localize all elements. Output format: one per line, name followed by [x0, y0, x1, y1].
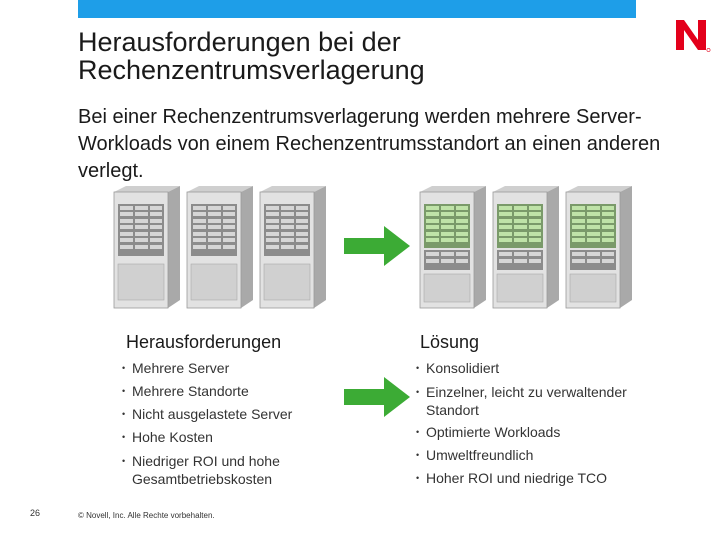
list-item: • Mehrere Standorte [122, 380, 332, 403]
accent-bar [78, 0, 636, 18]
solution-heading: Lösung [420, 332, 480, 352]
right-arrow-icon [344, 377, 410, 417]
list-item: • Hohe Kosten [122, 426, 332, 449]
intro-text: Bei einer Rechenzentrumsverlagerung werden mehrere Server-Workloads von einem Rechenzentrumsstandort an einen anderen verlegt. [78, 106, 661, 182]
server-rack [566, 186, 632, 308]
challenges-list [122, 357, 332, 490]
slide-title: Herausforderungen bei der Rechenzentrumsverlagerung [78, 27, 425, 85]
novell-logo [672, 14, 712, 54]
server-rack [420, 186, 486, 308]
server-rack [187, 186, 253, 308]
list-item: • Einzelner, leicht zu verwaltender Standort [416, 380, 666, 421]
list-item: • Hoher ROI und niedrige TCO [416, 467, 666, 490]
list-item: • Niedriger ROI und hohe Gesamtbetriebskosten [122, 449, 332, 490]
server-rack [114, 186, 180, 308]
server-racks-before [108, 186, 330, 310]
list-item: • Mehrere Server [122, 357, 332, 380]
server-rack [260, 186, 326, 308]
server-rack [493, 186, 559, 308]
right-arrow-icon [344, 226, 410, 266]
list-item: • Nicht ausgelastete Server [122, 403, 332, 426]
list-item: • Konsolidiert [416, 357, 666, 380]
challenges-heading: Herausforderungen [126, 332, 282, 352]
solution-list [416, 357, 666, 490]
list-item: • Optimierte Workloads [416, 421, 666, 444]
page-number: 26 [30, 508, 41, 518]
copyright-notice: © Novell, Inc. Alle Rechte vorbehalten. [78, 511, 215, 520]
list-item: • Umweltfreundlich [416, 444, 666, 467]
server-racks-after [414, 186, 636, 310]
